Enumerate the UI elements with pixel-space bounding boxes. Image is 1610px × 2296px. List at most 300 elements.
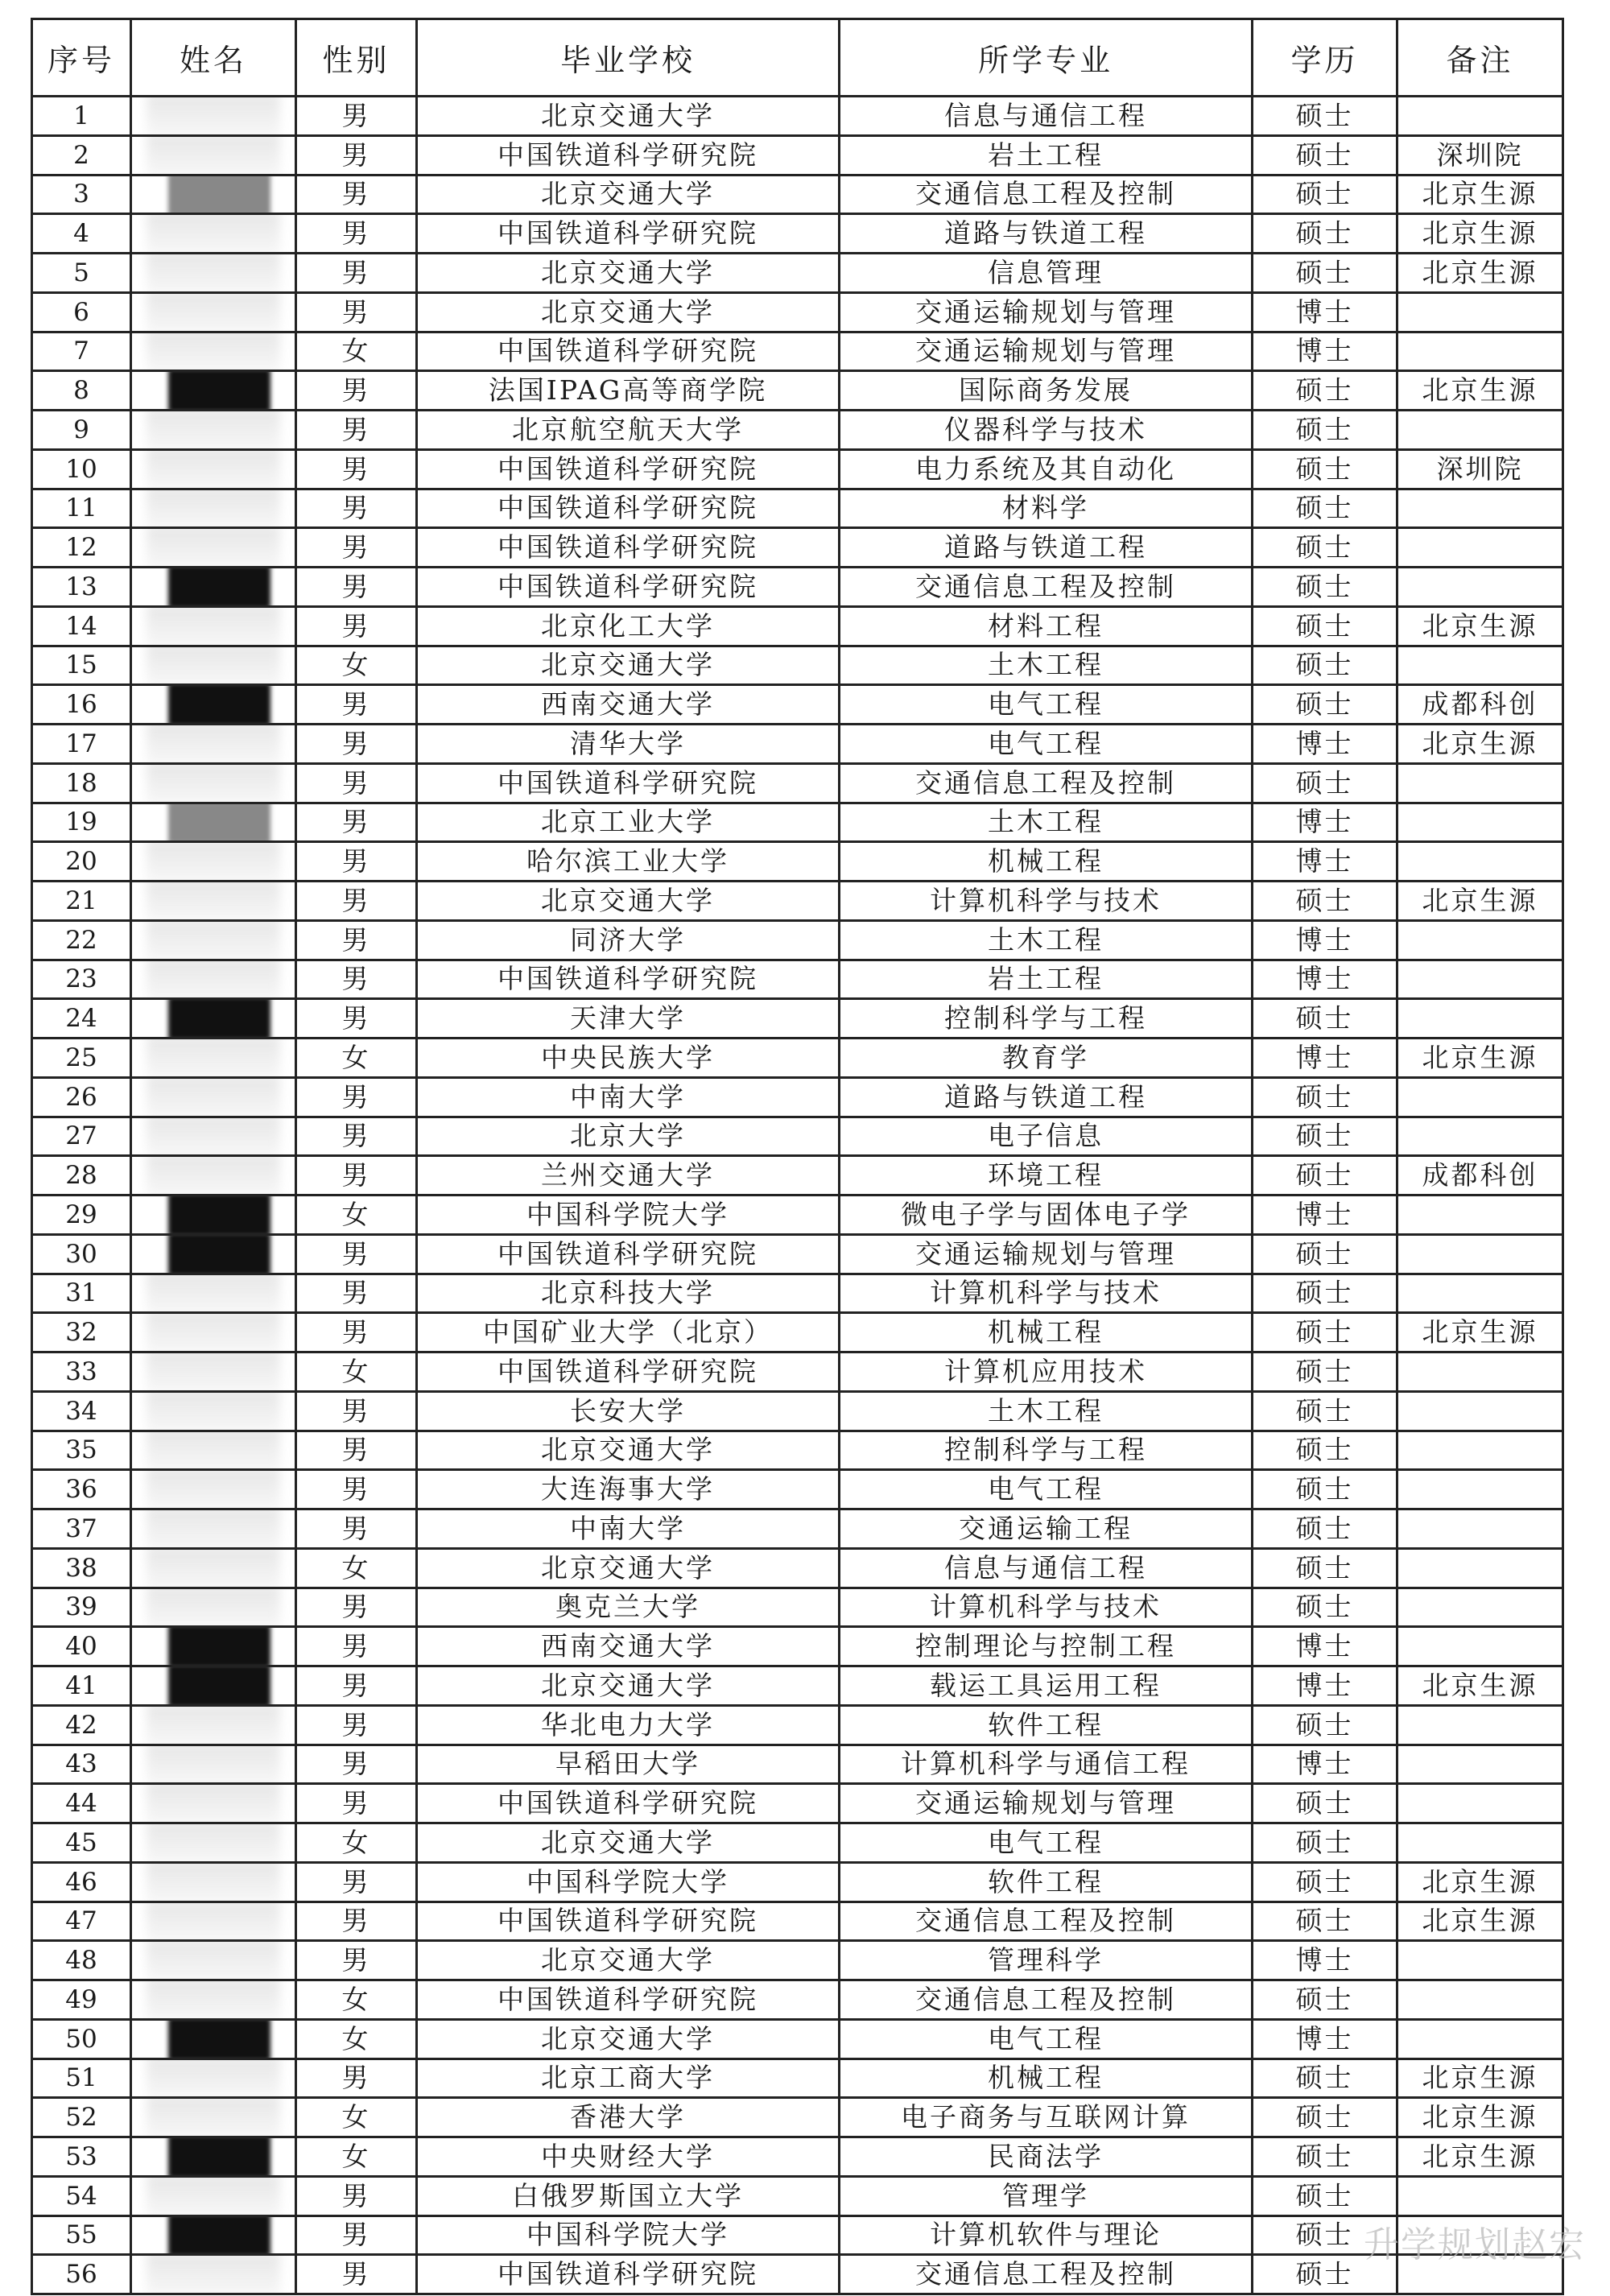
row-major: 计算机应用技术 [840, 1352, 1253, 1392]
row-degree: 硕士 [1253, 882, 1397, 921]
redaction-mask [147, 1313, 280, 1352]
redaction-mask [147, 1274, 280, 1313]
table-row [32, 1156, 1563, 1195]
row-name-redacted [131, 489, 296, 528]
table-row [32, 1705, 1563, 1745]
row-remark [1397, 97, 1563, 136]
row-gender: 男 [296, 882, 417, 921]
table-row [32, 1862, 1563, 1902]
row-degree: 硕士 [1253, 568, 1397, 607]
table-row [32, 2019, 1563, 2059]
row-index: 27 [32, 1117, 131, 1156]
table-row [32, 292, 1563, 332]
row-major: 交通信息工程及控制 [840, 175, 1253, 214]
row-gender: 男 [296, 2176, 417, 2215]
row-gender: 男 [296, 763, 417, 803]
row-index: 39 [32, 1588, 131, 1627]
redaction-mask [147, 489, 280, 528]
header-degree: 学历 [1253, 19, 1397, 97]
row-name-redacted [131, 725, 296, 764]
row-remark [1397, 1391, 1563, 1431]
row-degree: 博士 [1253, 292, 1397, 332]
row-name-redacted [131, 1548, 296, 1588]
row-index: 33 [32, 1352, 131, 1392]
row-index: 34 [32, 1391, 131, 1431]
row-school: 大连海事大学 [417, 1470, 840, 1509]
row-index: 55 [32, 2215, 131, 2255]
row-name-redacted [131, 1077, 296, 1117]
row-school: 中南大学 [417, 1509, 840, 1549]
row-school: 中国铁道科学研究院 [417, 2255, 840, 2294]
row-gender: 男 [296, 842, 417, 882]
row-degree: 硕士 [1253, 135, 1397, 175]
redaction-mask [168, 803, 270, 842]
table-row [32, 2098, 1563, 2137]
row-name-redacted [131, 1234, 296, 1274]
row-remark [1397, 1352, 1563, 1392]
redaction-mask [147, 1509, 280, 1549]
row-degree: 博士 [1253, 2019, 1397, 2059]
table-row [32, 371, 1563, 411]
table-row [32, 1039, 1563, 1078]
table-row [32, 763, 1563, 803]
row-degree: 硕士 [1253, 999, 1397, 1039]
row-remark [1397, 1274, 1563, 1313]
row-remark [1397, 1077, 1563, 1117]
row-name-redacted [131, 2255, 296, 2294]
table-row [32, 1980, 1563, 2020]
redaction-mask [147, 882, 280, 921]
row-gender: 男 [296, 1705, 417, 1745]
row-remark [1397, 999, 1563, 1039]
row-degree: 博士 [1253, 1941, 1397, 1980]
row-school: 中央民族大学 [417, 1039, 840, 1078]
row-degree: 硕士 [1253, 1274, 1397, 1313]
redaction-mask [147, 1391, 280, 1431]
row-index: 40 [32, 1627, 131, 1666]
row-name-redacted [131, 1195, 296, 1235]
row-gender: 男 [296, 568, 417, 607]
row-gender: 女 [296, 1548, 417, 1588]
row-gender: 男 [296, 214, 417, 254]
row-gender: 男 [296, 254, 417, 293]
table-row [32, 214, 1563, 254]
row-index: 2 [32, 135, 131, 175]
table-row [32, 2059, 1563, 2098]
row-degree: 硕士 [1253, 2255, 1397, 2294]
row-gender: 男 [296, 1117, 417, 1156]
row-gender: 男 [296, 292, 417, 332]
row-index: 7 [32, 332, 131, 371]
table-row [32, 135, 1563, 175]
redaction-mask [147, 1077, 280, 1117]
redaction-mask [147, 449, 280, 489]
row-gender: 男 [296, 606, 417, 646]
row-gender: 男 [296, 1391, 417, 1431]
redaction-mask [147, 2176, 280, 2215]
row-degree: 硕士 [1253, 1823, 1397, 1863]
table-row [32, 568, 1563, 607]
row-index: 19 [32, 803, 131, 842]
row-school: 北京交通大学 [417, 254, 840, 293]
row-name-redacted [131, 1391, 296, 1431]
row-name-redacted [131, 135, 296, 175]
row-gender: 男 [296, 411, 417, 450]
row-index: 13 [32, 568, 131, 607]
row-name-redacted [131, 1352, 296, 1392]
row-major: 电气工程 [840, 685, 1253, 725]
row-index: 38 [32, 1548, 131, 1588]
row-index: 17 [32, 725, 131, 764]
table-row [32, 1941, 1563, 1980]
row-index: 20 [32, 842, 131, 882]
row-remark [1397, 1195, 1563, 1235]
row-index: 25 [32, 1039, 131, 1078]
row-school: 清华大学 [417, 725, 840, 764]
redaction-mask [147, 292, 280, 332]
row-degree: 硕士 [1253, 1234, 1397, 1274]
redaction-mask [147, 1784, 280, 1823]
row-school: 中国铁道科学研究院 [417, 1980, 840, 2020]
redaction-mask [147, 1039, 280, 1078]
row-school: 中国铁道科学研究院 [417, 1234, 840, 1274]
row-school: 北京化工大学 [417, 606, 840, 646]
table-row [32, 1509, 1563, 1549]
row-name-redacted [131, 1666, 296, 1706]
row-name-redacted [131, 1980, 296, 2020]
row-remark [1397, 763, 1563, 803]
redaction-mask [147, 1980, 280, 2020]
row-degree: 硕士 [1253, 1313, 1397, 1352]
row-index: 10 [32, 449, 131, 489]
redaction-mask [168, 2215, 270, 2255]
row-index: 36 [32, 1470, 131, 1509]
redaction-mask [168, 568, 270, 607]
row-index: 4 [32, 214, 131, 254]
row-name-redacted [131, 449, 296, 489]
row-major: 微电子学与固体电子学 [840, 1195, 1253, 1235]
table-row [32, 528, 1563, 568]
row-remark [1397, 528, 1563, 568]
row-remark [1397, 1588, 1563, 1627]
table-row [32, 803, 1563, 842]
table-row [32, 1195, 1563, 1235]
row-remark [1397, 842, 1563, 882]
row-index: 41 [32, 1666, 131, 1706]
row-name-redacted [131, 1509, 296, 1549]
table-row [32, 411, 1563, 450]
redaction-mask [147, 1745, 280, 1784]
table-row [32, 646, 1563, 685]
row-major: 交通运输规划与管理 [840, 1784, 1253, 1823]
row-index: 56 [32, 2255, 131, 2294]
row-school: 中央财经大学 [417, 2137, 840, 2177]
row-gender: 男 [296, 1627, 417, 1666]
row-gender: 男 [296, 1431, 417, 1470]
row-gender: 男 [296, 1588, 417, 1627]
table-row [32, 489, 1563, 528]
row-name-redacted [131, 97, 296, 136]
table-row [32, 2176, 1563, 2215]
row-name-redacted [131, 1784, 296, 1823]
row-school: 奥克兰大学 [417, 1588, 840, 1627]
row-name-redacted [131, 1862, 296, 1902]
row-major: 信息与通信工程 [840, 1548, 1253, 1588]
row-major: 岩土工程 [840, 135, 1253, 175]
row-gender: 男 [296, 2215, 417, 2255]
row-school: 北京航空航天大学 [417, 411, 840, 450]
row-gender: 男 [296, 803, 417, 842]
redaction-mask [147, 646, 280, 685]
row-index: 30 [32, 1234, 131, 1274]
row-major: 信息管理 [840, 254, 1253, 293]
row-degree: 硕士 [1253, 1156, 1397, 1195]
row-index: 12 [32, 528, 131, 568]
table-header-row [32, 19, 1563, 97]
table-row [32, 1234, 1563, 1274]
row-index: 6 [32, 292, 131, 332]
row-remark: 北京生源 [1397, 175, 1563, 214]
redaction-mask [147, 528, 280, 568]
table-row [32, 97, 1563, 136]
row-index: 1 [32, 97, 131, 136]
row-school: 天津大学 [417, 999, 840, 1039]
row-remark: 北京生源 [1397, 1313, 1563, 1352]
row-gender: 女 [296, 1823, 417, 1863]
row-index: 16 [32, 685, 131, 725]
row-name-redacted [131, 2137, 296, 2177]
row-school: 北京交通大学 [417, 97, 840, 136]
row-remark [1397, 920, 1563, 960]
row-degree: 硕士 [1253, 2098, 1397, 2137]
row-degree: 博士 [1253, 332, 1397, 371]
row-index: 18 [32, 763, 131, 803]
row-index: 23 [32, 960, 131, 999]
row-name-redacted [131, 646, 296, 685]
row-gender: 男 [296, 489, 417, 528]
row-remark: 北京生源 [1397, 1666, 1563, 1706]
row-remark: 成都科创 [1397, 685, 1563, 725]
redaction-mask [147, 1823, 280, 1863]
row-gender: 女 [296, 1980, 417, 2020]
row-major: 电子商务与互联网计算 [840, 2098, 1253, 2137]
row-major: 软件工程 [840, 1705, 1253, 1745]
redaction-mask [168, 1666, 270, 1706]
row-major: 道路与铁道工程 [840, 528, 1253, 568]
row-school: 华北电力大学 [417, 1705, 840, 1745]
row-degree: 硕士 [1253, 2059, 1397, 2098]
redaction-mask [147, 135, 280, 175]
row-index: 50 [32, 2019, 131, 2059]
redaction-mask [168, 999, 270, 1039]
row-degree: 硕士 [1253, 1902, 1397, 1941]
row-remark [1397, 1627, 1563, 1666]
row-gender: 男 [296, 1470, 417, 1509]
redaction-mask [147, 1470, 280, 1509]
table-row [32, 1077, 1563, 1117]
table-row [32, 842, 1563, 882]
row-gender: 男 [296, 1234, 417, 1274]
row-major: 控制科学与工程 [840, 999, 1253, 1039]
row-degree: 硕士 [1253, 646, 1397, 685]
table-row [32, 175, 1563, 214]
row-remark [1397, 803, 1563, 842]
table-row [32, 1117, 1563, 1156]
row-gender: 男 [296, 1666, 417, 1706]
row-index: 44 [32, 1784, 131, 1823]
row-remark [1397, 960, 1563, 999]
row-degree: 博士 [1253, 960, 1397, 999]
row-school: 早稻田大学 [417, 1745, 840, 1784]
row-degree: 硕士 [1253, 371, 1397, 411]
row-name-redacted [131, 292, 296, 332]
row-remark: 北京生源 [1397, 2098, 1563, 2137]
row-degree: 硕士 [1253, 1431, 1397, 1470]
row-name-redacted [131, 1902, 296, 1941]
row-major: 道路与铁道工程 [840, 1077, 1253, 1117]
row-major: 电子信息 [840, 1117, 1253, 1156]
row-remark: 深圳院 [1397, 449, 1563, 489]
row-degree: 硕士 [1253, 1117, 1397, 1156]
row-name-redacted [131, 2059, 296, 2098]
row-major: 管理学 [840, 2176, 1253, 2215]
row-gender: 女 [296, 1352, 417, 1392]
row-gender: 男 [296, 1745, 417, 1784]
row-degree: 硕士 [1253, 175, 1397, 214]
row-school: 中国铁道科学研究院 [417, 960, 840, 999]
row-gender: 男 [296, 685, 417, 725]
row-degree: 硕士 [1253, 449, 1397, 489]
redaction-mask [168, 1234, 270, 1274]
row-major: 材料学 [840, 489, 1253, 528]
row-remark [1397, 1705, 1563, 1745]
row-school: 北京交通大学 [417, 2019, 840, 2059]
row-major: 交通信息工程及控制 [840, 1980, 1253, 2020]
row-degree: 硕士 [1253, 1391, 1397, 1431]
row-gender: 男 [296, 1509, 417, 1549]
row-degree: 博士 [1253, 920, 1397, 960]
redaction-mask [147, 1941, 280, 1980]
row-school: 北京交通大学 [417, 646, 840, 685]
row-major: 电气工程 [840, 725, 1253, 764]
redaction-mask [168, 2019, 270, 2059]
row-school: 西南交通大学 [417, 1627, 840, 1666]
row-index: 26 [32, 1077, 131, 1117]
redaction-mask [147, 920, 280, 960]
row-remark [1397, 1980, 1563, 2020]
row-index: 42 [32, 1705, 131, 1745]
row-remark: 北京生源 [1397, 2059, 1563, 2098]
row-index: 54 [32, 2176, 131, 2215]
table-row [32, 2215, 1563, 2255]
row-name-redacted [131, 1705, 296, 1745]
redaction-mask [147, 1705, 280, 1745]
row-degree: 硕士 [1253, 1784, 1397, 1823]
row-remark [1397, 646, 1563, 685]
row-degree: 硕士 [1253, 1548, 1397, 1588]
table-row [32, 606, 1563, 646]
row-major: 计算机科学与技术 [840, 882, 1253, 921]
redaction-mask [147, 1588, 280, 1627]
row-school: 同济大学 [417, 920, 840, 960]
row-gender: 男 [296, 449, 417, 489]
row-major: 机械工程 [840, 2059, 1253, 2098]
row-major: 岩土工程 [840, 960, 1253, 999]
redaction-mask [168, 1627, 270, 1666]
redaction-mask [168, 2137, 270, 2177]
row-major: 信息与通信工程 [840, 97, 1253, 136]
redaction-mask [147, 1117, 280, 1156]
row-degree: 博士 [1253, 1195, 1397, 1235]
row-name-redacted [131, 1941, 296, 1980]
row-name-redacted [131, 2019, 296, 2059]
row-name-redacted [131, 2215, 296, 2255]
row-index: 48 [32, 1941, 131, 1980]
row-degree: 硕士 [1253, 489, 1397, 528]
row-index: 9 [32, 411, 131, 450]
row-name-redacted [131, 1745, 296, 1784]
row-name-redacted [131, 1627, 296, 1666]
row-degree: 硕士 [1253, 1705, 1397, 1745]
row-remark [1397, 1941, 1563, 1980]
row-major: 国际商务发展 [840, 371, 1253, 411]
row-remark: 深圳院 [1397, 135, 1563, 175]
table-row [32, 1902, 1563, 1941]
row-index: 5 [32, 254, 131, 293]
row-major: 计算机软件与理论 [840, 2215, 1253, 2255]
row-major: 控制理论与控制工程 [840, 1627, 1253, 1666]
row-major: 软件工程 [840, 1862, 1253, 1902]
row-major: 土木工程 [840, 803, 1253, 842]
row-major: 计算机科学与技术 [840, 1588, 1253, 1627]
row-index: 47 [32, 1902, 131, 1941]
row-index: 46 [32, 1862, 131, 1902]
row-school: 中国铁道科学研究院 [417, 135, 840, 175]
row-gender: 男 [296, 999, 417, 1039]
row-school: 法国IPAG高等商学院 [417, 371, 840, 411]
table-row [32, 1352, 1563, 1392]
row-gender: 女 [296, 646, 417, 685]
row-school: 中国铁道科学研究院 [417, 1784, 840, 1823]
row-degree: 硕士 [1253, 1470, 1397, 1509]
row-remark [1397, 1234, 1563, 1274]
row-gender: 男 [296, 1784, 417, 1823]
table-row [32, 685, 1563, 725]
table-row [32, 1823, 1563, 1863]
row-name-redacted [131, 528, 296, 568]
row-gender: 男 [296, 175, 417, 214]
row-school: 北京交通大学 [417, 292, 840, 332]
row-index: 32 [32, 1313, 131, 1352]
row-school: 北京交通大学 [417, 1823, 840, 1863]
redaction-mask [147, 1548, 280, 1588]
row-school: 北京交通大学 [417, 1941, 840, 1980]
row-degree: 博士 [1253, 1666, 1397, 1706]
row-major: 土木工程 [840, 646, 1253, 685]
row-major: 机械工程 [840, 1313, 1253, 1352]
row-degree: 硕士 [1253, 2215, 1397, 2255]
row-major: 电气工程 [840, 1470, 1253, 1509]
row-degree: 硕士 [1253, 763, 1397, 803]
row-major: 管理科学 [840, 1941, 1253, 1980]
row-remark [1397, 1509, 1563, 1549]
header-name: 姓名 [131, 19, 296, 97]
row-remark: 北京生源 [1397, 371, 1563, 411]
row-degree: 硕士 [1253, 1980, 1397, 2020]
table-row [32, 1548, 1563, 1588]
row-index: 28 [32, 1156, 131, 1195]
row-major: 交通信息工程及控制 [840, 763, 1253, 803]
